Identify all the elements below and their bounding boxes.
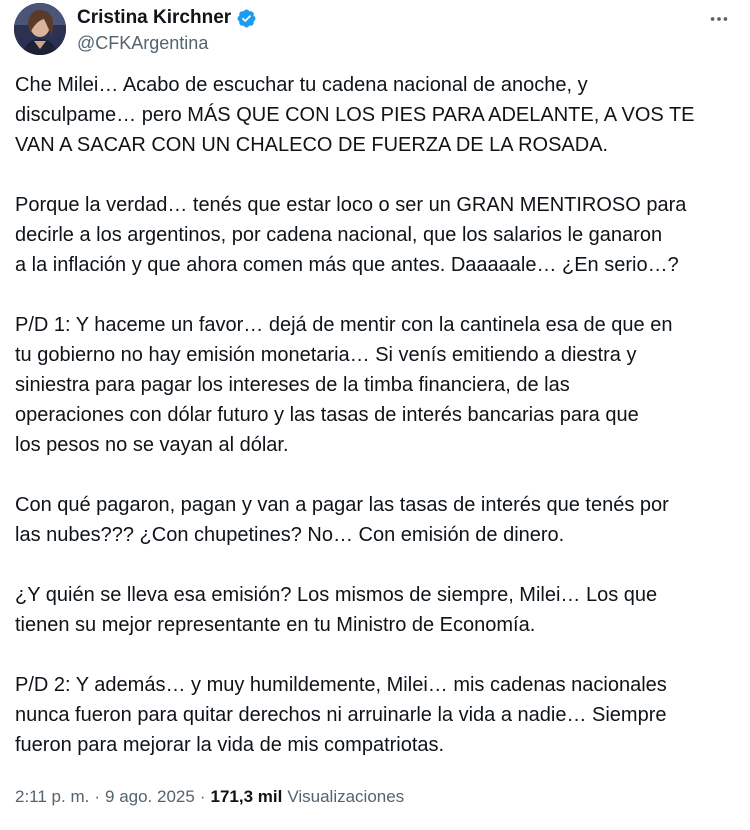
author-names xyxy=(77,6,257,54)
tweet-paragraph: Porque la verdad… tenés que estar loco o ser un GRAN MENTIROSO para decirle a los argentinos, por cadena nacional, que los salarios le ganaron a la inflación y que ahora comen más que antes. Daaaaale… ¿En serio…? xyxy=(15,194,687,276)
tweet-text xyxy=(15,70,740,790)
author-handle[interactable]: @CFKArgentina xyxy=(77,33,209,53)
tweet-date[interactable]: 9 ago. 2025 xyxy=(105,787,195,806)
meta-separator: · xyxy=(199,787,206,806)
tweet-paragraph: Con qué pagaron, pagan y van a pagar las tasas de interés que tenés por las nubes??? ¿Con chupetines? No… Con emisión de dinero. xyxy=(15,494,669,546)
tweet-paragraph: P/D 1: Y haceme un favor… dejá de mentir con la cantinela esa de que en tu gobierno no hay emisión monetaria… Si venís emitiendo a diestra y siniestra para pagar los intereses de la timba financiera, de las operaciones con dólar futuro y las tasas de interés bancarias para que los pesos no se vayan al dólar. xyxy=(15,314,673,456)
verified-badge-icon xyxy=(236,8,257,29)
tweet-meta xyxy=(15,787,404,807)
avatar[interactable] xyxy=(14,3,66,55)
tweet-time[interactable]: 2:11 p. m. xyxy=(15,787,90,806)
author-display-name[interactable]: Cristina Kirchner xyxy=(77,7,232,28)
tweet-paragraph: ¿Y quién se lleva esa emisión? Los mismos de siempre, Milei… Los que tienen su mejor representante en tu Ministro de Economía. xyxy=(15,584,658,636)
tweet-header xyxy=(14,3,736,59)
meta-separator: · xyxy=(94,787,101,806)
tweet-paragraph: P/D 2: Y además… y muy humildemente, Milei… mis cadenas nacionales nunca fueron para quitar derechos ni arruinarle la vida a nadie… Siempre fueron para mejorar la vida de mis compatriotas. xyxy=(15,674,667,756)
tweet-paragraph: Che Milei… Acabo de escuchar tu cadena nacional de anoche, y disculpame… pero MÁS QUE CON LOS PIES PARA ADELANTE, A VOS TE VAN A SACAR CON UN CHALECO DE FUERZA DE LA ROSADA. xyxy=(15,74,695,156)
avatar-image xyxy=(14,3,66,55)
views-count: 171,3 mil xyxy=(210,787,283,806)
display-name-row xyxy=(77,6,257,30)
more-dots-icon xyxy=(708,8,730,30)
more-options-button[interactable] xyxy=(704,7,734,31)
views-label: Visualizaciones xyxy=(287,787,405,806)
